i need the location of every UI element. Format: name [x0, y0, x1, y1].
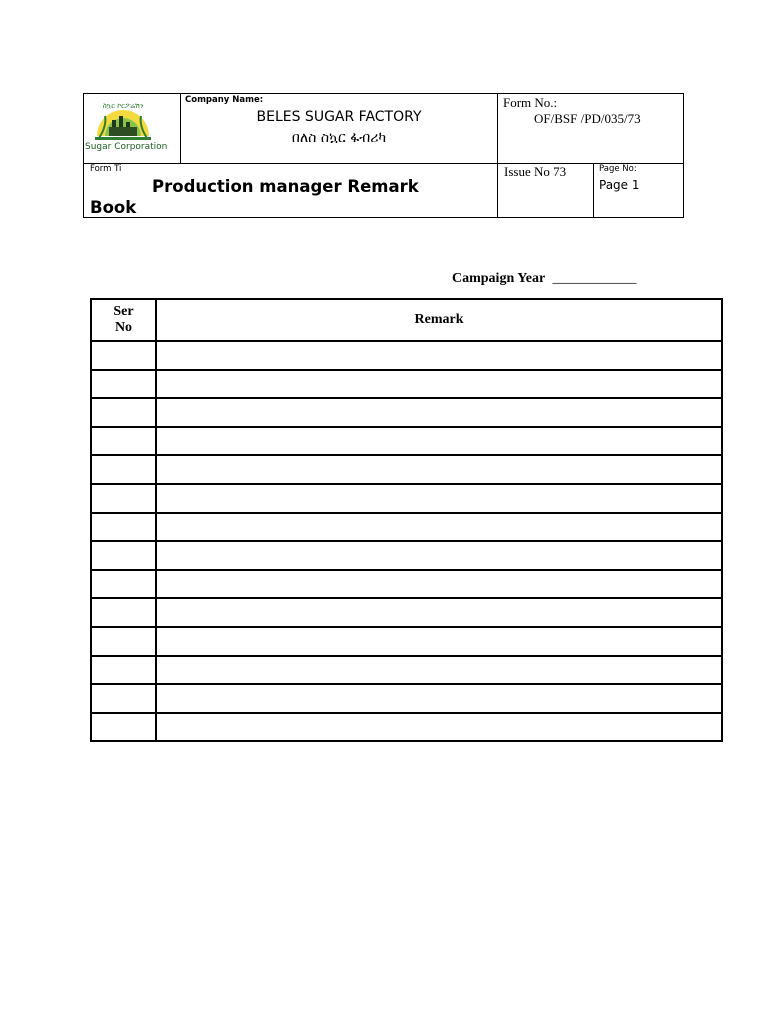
ser-no-cell[interactable]	[91, 570, 156, 599]
ser-no-cell[interactable]	[91, 341, 156, 370]
remark-cell[interactable]	[156, 570, 722, 599]
remark-cell[interactable]	[156, 684, 722, 713]
table-row	[91, 570, 722, 599]
company-name-label: Company Name:	[185, 95, 264, 105]
table-row	[91, 341, 722, 370]
remark-cell[interactable]	[156, 427, 722, 456]
table-row	[91, 541, 722, 570]
remark-cell[interactable]	[156, 370, 722, 399]
table-body	[91, 341, 722, 741]
ser-no-cell[interactable]	[91, 427, 156, 456]
page-no-label: Page No:	[599, 164, 637, 174]
ser-no-cell[interactable]	[91, 455, 156, 484]
form-title: Production manager Remark	[152, 177, 419, 196]
ser-no-cell[interactable]	[91, 541, 156, 570]
form-title-label: Form Ti	[90, 164, 122, 174]
table-row	[91, 370, 722, 399]
table-row	[91, 513, 722, 542]
ser-no-cell[interactable]	[91, 713, 156, 742]
remark-cell[interactable]	[156, 341, 722, 370]
company-name-amharic: በለስ ስኳር ፋብሪካ	[291, 130, 387, 146]
form-no: OF/BSF /PD/035/73	[534, 111, 641, 126]
page-no: Page 1	[599, 178, 640, 192]
remark-cell[interactable]	[156, 598, 722, 627]
header-divider	[180, 94, 181, 164]
remark-cell[interactable]	[156, 513, 722, 542]
form-no-label: Form No.:	[503, 95, 558, 110]
table-row	[91, 656, 722, 685]
table-row	[91, 484, 722, 513]
table-header-row	[91, 299, 722, 341]
column-header-remark: Remark	[156, 299, 722, 341]
table-row	[91, 598, 722, 627]
ser-no-cell[interactable]	[91, 656, 156, 685]
form-header	[83, 93, 684, 218]
table-row	[91, 684, 722, 713]
company-name: BELES SUGAR FACTORY	[256, 109, 422, 125]
form-title-continued: Book	[90, 198, 137, 217]
ser-no-cell[interactable]	[91, 513, 156, 542]
header-divider	[497, 94, 498, 218]
ser-no-cell[interactable]	[91, 398, 156, 427]
ser-no-cell[interactable]	[91, 684, 156, 713]
ser-no-cell[interactable]	[91, 484, 156, 513]
table-row	[91, 713, 722, 742]
remark-cell[interactable]	[156, 627, 722, 656]
table-row	[91, 398, 722, 427]
ser-no-cell[interactable]	[91, 627, 156, 656]
remark-table	[90, 298, 723, 742]
ser-no-cell[interactable]	[91, 598, 156, 627]
campaign-year-label: Campaign Year	[452, 271, 545, 286]
campaign-year	[452, 271, 636, 287]
ser-no-cell[interactable]	[91, 370, 156, 399]
table-row	[91, 427, 722, 456]
table-row	[91, 627, 722, 656]
remark-cell[interactable]	[156, 541, 722, 570]
remark-cell[interactable]	[156, 484, 722, 513]
remark-cell[interactable]	[156, 656, 722, 685]
header-divider	[84, 163, 684, 164]
remark-cell[interactable]	[156, 398, 722, 427]
column-header-ser-no: Ser No	[91, 299, 156, 341]
campaign-year-blank[interactable]: ____________	[552, 271, 637, 286]
svg-text:ስኳር ኮርፖሬሽን: ስኳር ኮርፖሬሽን	[102, 102, 144, 110]
remark-cell[interactable]	[156, 455, 722, 484]
logo-caption: Sugar Corporation	[85, 142, 168, 152]
table-row	[91, 455, 722, 484]
issue-no: Issue No 73	[504, 164, 567, 179]
remark-cell[interactable]	[156, 713, 722, 742]
header-divider	[593, 163, 594, 218]
